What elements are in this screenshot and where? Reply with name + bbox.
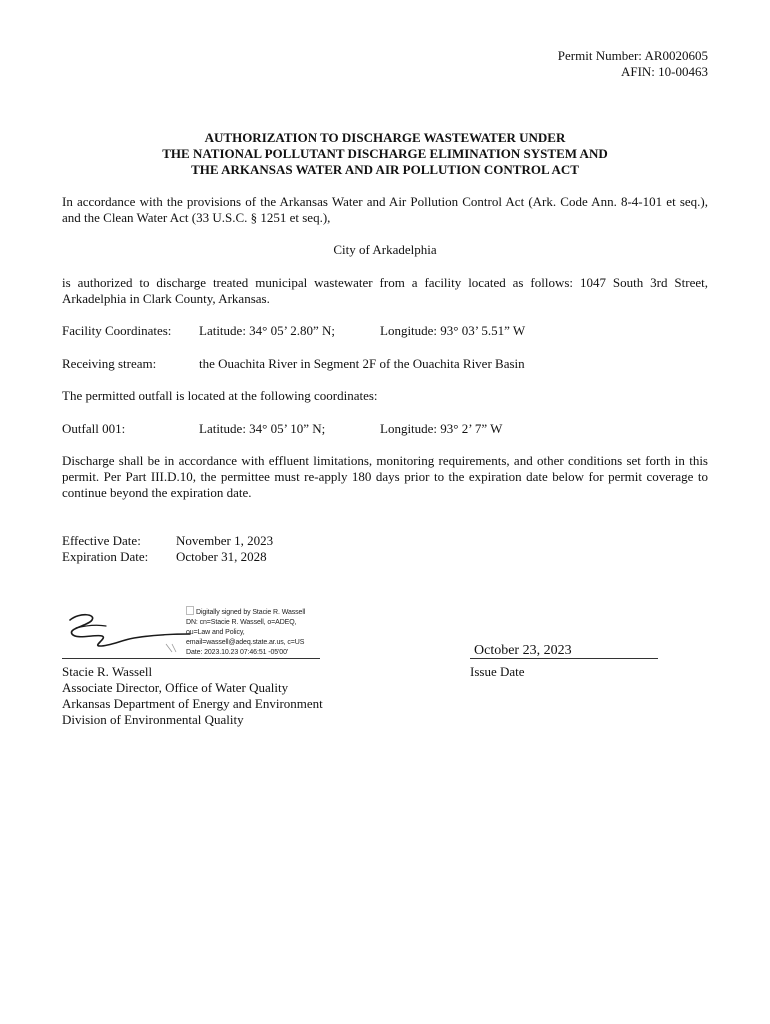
accordance-paragraph: In accordance with the provisions of the Arkansas Water and Air Pollution Control Act (Ark. Code Ann. 8-4-101 et seq.), and the Clean Water Act (33 U.S.C. § 1251 et seq.), xyxy=(62,194,708,225)
stamp-line-4: email=wassell@adeq.state.ar.us, c=US xyxy=(186,639,305,646)
issue-date-label: Issue Date xyxy=(470,664,525,679)
authorization-paragraph: is authorized to discharge treated municipal wastewater from a facility located as follows: 1047 South 3rd Street, Arkadelphia in Clark County, Arkansas. xyxy=(62,275,708,306)
outfall-label: Outfall 001: xyxy=(62,421,126,436)
stamp-mark-icon xyxy=(186,606,194,615)
receiving-stream-row xyxy=(62,356,708,372)
outfall-intro: The permitted outfall is located at the following coordinates: xyxy=(62,388,378,403)
stamp-line-3: ou=Law and Policy, xyxy=(186,629,245,636)
receiving-stream-label: Receiving stream: xyxy=(62,356,157,371)
signer-title: Associate Director, Office of Water Quality xyxy=(62,680,289,695)
facility-coordinates-label: Facility Coordinates: xyxy=(62,323,172,338)
effective-date-value: November 1, 2023 xyxy=(176,533,274,548)
facility-longitude: Longitude: 93° 03’ 5.51” W xyxy=(380,323,526,338)
permittee-name: City of Arkadelphia xyxy=(333,242,437,257)
outfall-longitude: Longitude: 93° 2’ 7” W xyxy=(380,421,503,436)
receiving-stream-value: the Ouachita River in Segment 2F of the Ouachita River Basin xyxy=(199,356,525,371)
title-line-3: THE ARKANSAS WATER AND AIR POLLUTION CONTROL ACT xyxy=(191,162,579,177)
afin-number: AFIN: 10-00463 xyxy=(620,64,708,79)
signature-line xyxy=(62,658,320,659)
title-line-2: THE NATIONAL POLLUTANT DISCHARGE ELIMINATION SYSTEM AND xyxy=(162,146,608,161)
expiration-date-label: Expiration Date: xyxy=(62,549,149,564)
permit-dates xyxy=(62,533,462,565)
stamp-line-2: DN: cn=Stacie R. Wassell, o=ADEQ, xyxy=(186,619,297,626)
title-line-1: AUTHORIZATION TO DISCHARGE WASTEWATER UNDER xyxy=(204,130,566,145)
facility-coordinates-row xyxy=(62,323,708,339)
digital-signature-stamp xyxy=(186,606,346,658)
signer-block xyxy=(62,664,392,728)
facility-latitude: Latitude: 34° 05’ 2.80” N; xyxy=(199,323,336,338)
signer-department: Arkansas Department of Energy and Environment xyxy=(62,696,323,711)
signer-name: Stacie R. Wassell xyxy=(62,664,153,679)
issue-date-value: October 23, 2023 xyxy=(474,643,572,658)
document-title xyxy=(62,130,708,178)
stamp-line-1: Digitally signed by Stacie R. Wassell xyxy=(196,609,306,616)
handwritten-signature xyxy=(62,606,192,658)
outfall-row xyxy=(62,421,708,437)
signer-division: Division of Environmental Quality xyxy=(62,712,244,727)
permit-number: Permit Number: AR0020605 xyxy=(557,48,708,63)
permit-header xyxy=(380,48,708,80)
outfall-latitude: Latitude: 34° 05’ 10” N; xyxy=(199,421,326,436)
stamp-line-5: Date: 2023.10.23 07:46:51 -05'00' xyxy=(186,649,289,656)
expiration-date-value: October 31, 2028 xyxy=(176,549,267,564)
conditions-paragraph: Discharge shall be in accordance with effluent limitations, monitoring requirements, and other conditions set forth in this permit. Per Part III.D.10, the permittee must re-apply 180 days prior to the expiration date below for permit coverage to continue beyond the expiration date. xyxy=(62,453,708,500)
effective-date-label: Effective Date: xyxy=(62,533,141,548)
